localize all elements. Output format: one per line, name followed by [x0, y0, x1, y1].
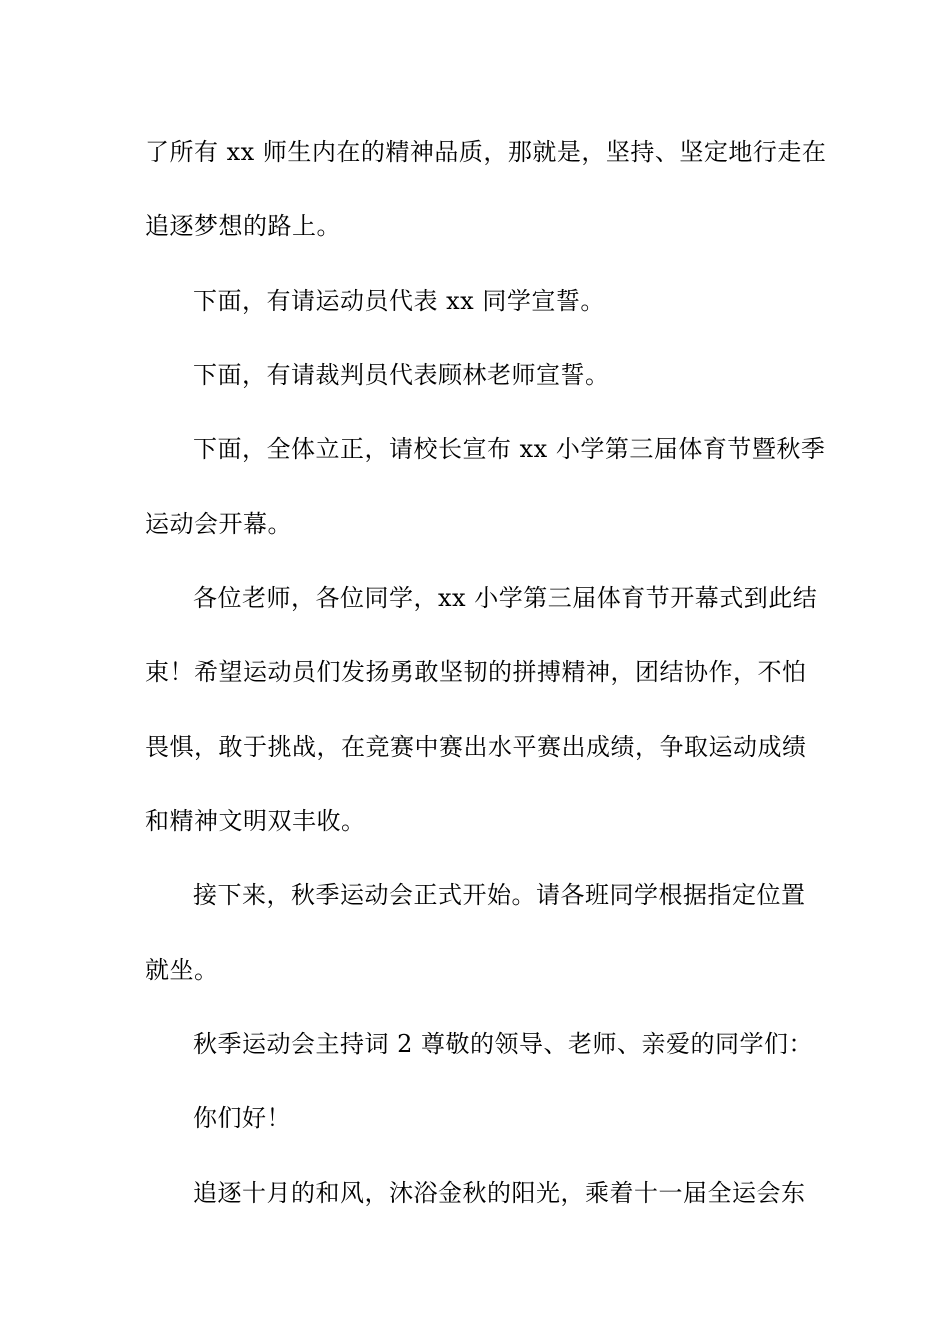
text-line: 了所有 xx 师生内在的精神品质，那就是，坚持、坚定地行走在 [145, 138, 827, 166]
text-line: 运动会开幕。 [145, 510, 292, 538]
text-line: 束！希望运动员们发扬勇敢坚韧的拼搏精神，团结协作，不怕 [145, 658, 807, 686]
paragraph-line: 下面，有请运动员代表 xx 同学宣誓。 [193, 287, 605, 315]
text-line: 和精神文明双丰收。 [145, 807, 366, 835]
text-line: 畏惧，敢于挑战，在竞赛中赛出水平赛出成绩，争取运动成绩 [145, 733, 807, 761]
paragraph-line: 下面，全体立正，请校长宣布 xx 小学第三届体育节暨秋季 [193, 435, 826, 463]
paragraph-line: 追逐十月的和风，沐浴金秋的阳光，乘着十一届全运会东 [193, 1179, 806, 1207]
paragraph-line: 各位老师，各位同学，xx 小学第三届体育节开幕式到此结 [193, 584, 818, 612]
text-line: 追逐梦想的路上。 [145, 212, 341, 240]
paragraph-line: 接下来，秋季运动会正式开始。请各班同学根据指定位置 [193, 881, 806, 909]
paragraph-line: 秋季运动会主持词 2 尊敬的领导、老师、亲爱的同学们： [193, 1030, 814, 1058]
paragraph-line: 下面，有请裁判员代表顾林老师宣誓。 [193, 361, 610, 389]
text-line: 就坐。 [145, 956, 219, 984]
paragraph-line: 你们好！ [193, 1104, 291, 1132]
